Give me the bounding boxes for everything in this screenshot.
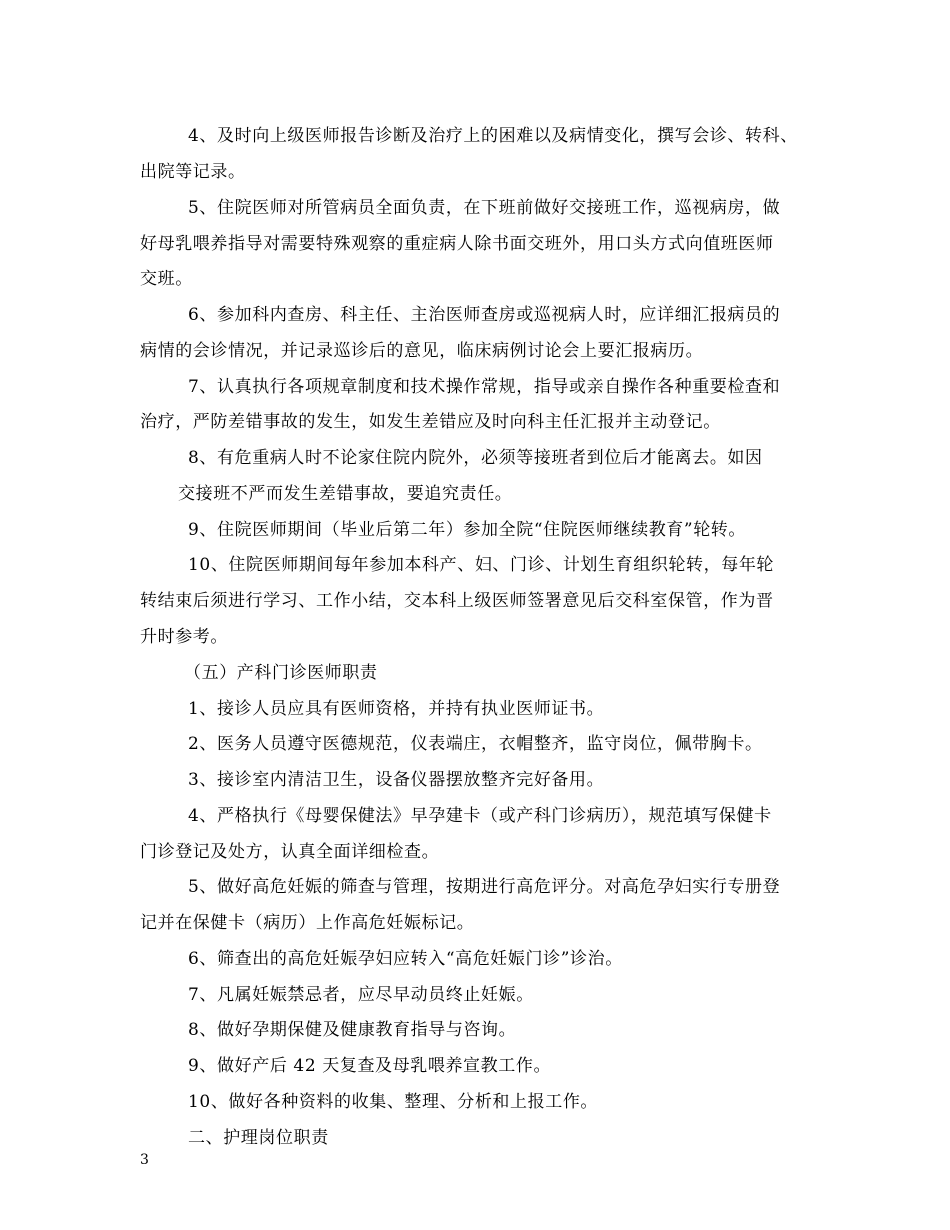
text-line: 3、接诊室内清洁卫生，设备仪器摆放整齐完好备用。 [188,770,605,790]
text-line: 好母乳喂养指导对需要特殊观察的重症病人除书面交班外，用口头方式向值班医师 [140,234,774,254]
text-line: 治疗，严防差错事故的发生，如发生差错应及时向科主任汇报并主动登记。 [140,412,721,432]
text-line: 10、住院医师期间每年参加本科产、妇、门诊、计划生育组织轮转，每年轮 [188,555,775,575]
text-line: 转结束后须进行学习、工作小结，交本科上级医师签署意见后交科室保管，作为晋 [140,591,774,611]
text-line: 病情的会诊情况，并记录巡诊后的意见，临床病例讨论会上要汇报病历。 [140,341,704,361]
text-line: 记并在保健卡（病历）上作高危妊娠标记。 [140,913,475,933]
text-line: 出院等记录。 [140,162,246,182]
text-line: 门诊登记及处方，认真全面详细检查。 [140,842,440,862]
text-line: 6、参加科内查房、科主任、主治医师查房或巡视病人时，应详细汇报病员的 [188,305,781,325]
text-line: 交接班不严而发生差错事故，要追究责任。 [178,484,513,504]
text-line: 5、做好高危妊娠的筛查与管理，按期进行高危评分。对高危孕妇实行专册登 [188,877,781,897]
text-line: 4、严格执行《母婴保健法》早孕建卡（或产科门诊病历），规范填写保健卡 [188,806,772,826]
section-heading: 二、护理岗位职责 [188,1128,329,1148]
text-line: 8、做好孕期保健及健康教育指导与咨询。 [188,1020,517,1040]
text-line: 升时参考。 [140,627,228,647]
text-line: 10、做好各种资料的收集、整理、分析和上报工作。 [188,1092,599,1112]
text-line: 5、住院医师对所管病员全面负责，在下班前做好交接班工作，巡视病房，做 [188,198,781,218]
text-line: 8、有危重病人时不论家住院内院外，必须等接班者到位后才能离去。如因 [188,448,763,468]
text-line: 1、接诊人员应具有医师资格，并持有执业医师证书。 [188,699,605,719]
text-line: 6、筛查出的高危妊娠孕妇应转入“高危妊娠门诊”诊治。 [188,949,623,969]
text-line: 9、做好产后 42 天复查及母乳喂养宣教工作。 [188,1056,552,1076]
text-line: 交班。 [140,269,193,289]
text-line: 7、认真执行各项规章制度和技术操作常规，指导或亲自操作各种重要检查和 [188,377,781,397]
text-line: 7、凡属妊娠禁忌者，应尽早动员终止妊娠。 [188,985,534,1005]
page-number: 3 [140,1152,149,1168]
text-line: 2、医务人员遵守医德规范，仪表端庄，衣帽整齐，监守岗位，佩带胸卡。 [188,734,763,754]
text-line: 4、及时向上级医师报告诊断及治疗上的困难以及病情变化，撰写会诊、转科、 [188,126,798,146]
text-line: 9、住院医师期间（毕业后第二年）参加全院“住院医师继续教育”轮转。 [188,520,746,540]
section-heading: （五）产科门诊医师职责 [184,663,378,683]
